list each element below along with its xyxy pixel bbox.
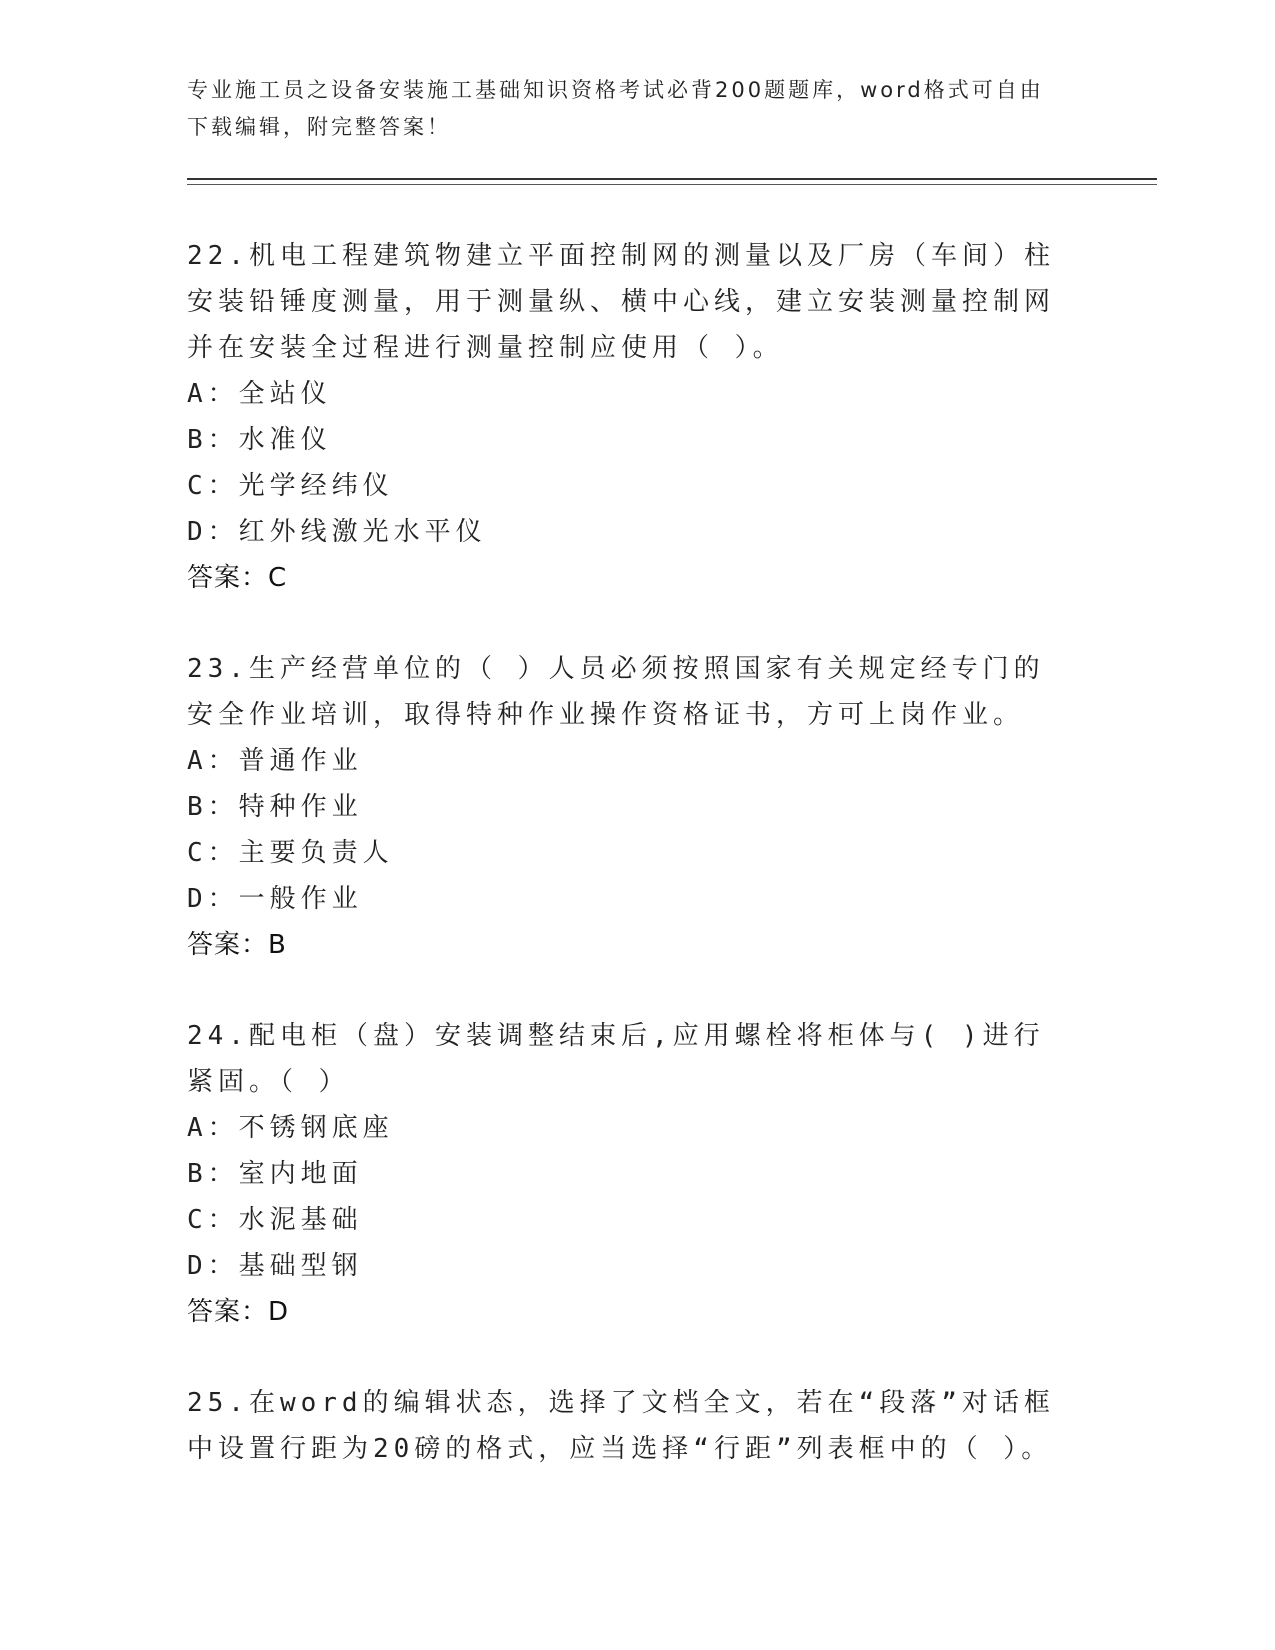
option-d: D：基础型钢 [187, 1251, 363, 1281]
question-stem: 23.生产经营单位的（ ）人员必须按照国家有关规定经专门的安全作业培训，取得特种作业操作资格证书，方可上岗作业。 [187, 654, 1045, 730]
question-24 [187, 1013, 1067, 1335]
option-d: D：一般作业 [187, 884, 363, 914]
question-list [187, 233, 1067, 1517]
answer: 答案：C [187, 563, 288, 593]
option-d: D：红外线激光水平仪 [187, 517, 487, 547]
option-a: A：全站仪 [187, 379, 332, 409]
question-22 [187, 233, 1067, 601]
option-c: C：水泥基础 [187, 1205, 363, 1235]
option-b: B：室内地面 [187, 1159, 363, 1189]
answer: 答案：D [187, 1297, 290, 1327]
option-c: C：主要负责人 [187, 838, 394, 868]
answer: 答案：B [187, 930, 287, 960]
option-c: C：光学经纬仪 [187, 471, 394, 501]
question-stem: 25.在word的编辑状态，选择了文档全文，若在“段落”对话框中设置行距为20磅的格式，应当选择“行距”列表框中的（ ）。 [187, 1388, 1055, 1464]
option-a: A：不锈钢底座 [187, 1113, 394, 1143]
document-header: 专业施工员之设备安装施工基础知识资格考试必背200题题库，word格式可自由下载编辑，附完整答案！ [187, 78, 1044, 139]
option-b: B：水准仪 [187, 425, 332, 455]
question-23 [187, 646, 1067, 968]
header-rule-top [187, 178, 1157, 180]
question-stem: 22.机电工程建筑物建立平面控制网的测量以及厂房（车间）柱安装铅锤度测量，用于测量纵、横中心线，建立安装测量控制网并在安装全过程进行测量控制应使用（ ）。 [187, 241, 1056, 363]
header-rule-bottom [187, 184, 1157, 185]
option-b: B：特种作业 [187, 792, 363, 822]
option-a: A：普通作业 [187, 746, 363, 776]
question-stem: 24.配电柜（盘）安装调整结束后,应用螺栓将柜体与( )进行紧固。（ ） [187, 1021, 1045, 1097]
question-25 [187, 1380, 1067, 1472]
